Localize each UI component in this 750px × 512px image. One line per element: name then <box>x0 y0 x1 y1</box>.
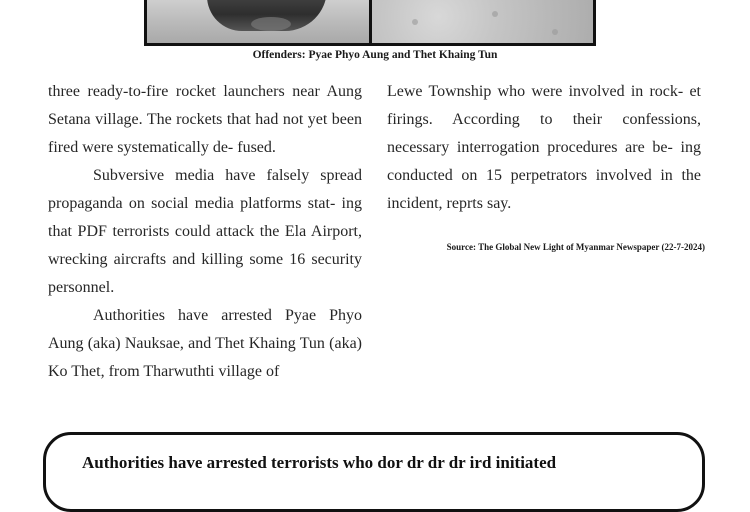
article-paragraph: Lewe Township who were involved in rock- et firings. According to their confessions, necessary interrogation procedures are be- ing conducted on 15 perpetrators involved in the incident, reprts say. <box>387 83 701 212</box>
article-column-right <box>387 78 701 218</box>
callout-box <box>43 432 705 512</box>
photo-texture-speck <box>552 29 558 35</box>
article-paragraph: Authorities have arrested Pyae Phyo Aung (aka) Nauksae, and Thet Khaing Tun (aka) Ko Thet, from Tharwuthti village of <box>48 307 362 380</box>
photo-texture-speck <box>492 11 498 17</box>
photo-caption: Offenders: Pyae Phyo Aung and Thet Khaing Tun <box>252 49 498 61</box>
article-paragraph: three ready-to-fire rocket launchers near Aung Setana village. The rockets that had not yet been fired were systematically de- fused. <box>48 83 362 156</box>
photo-highlight-shape <box>251 17 291 31</box>
article-paragraph: Subversive media have falsely spread propaganda on social media platforms stat- ing that PDF terrorists could attack the Ela Airport, wrecking aircrafts and killing some 16 security personnel. <box>48 167 362 296</box>
article-source: Source: The Global New Light of Myanmar Newspaper (22-7-2024) <box>446 242 705 252</box>
offender-photo-right <box>372 0 594 43</box>
photo-texture-speck <box>412 19 418 25</box>
article-column-left <box>48 78 362 386</box>
callout-text: Authorities have arrested terrorists who dor dr dr dr ird initiated <box>82 453 557 472</box>
offender-photo-left <box>147 0 369 43</box>
offenders-photo-frame <box>144 0 596 46</box>
